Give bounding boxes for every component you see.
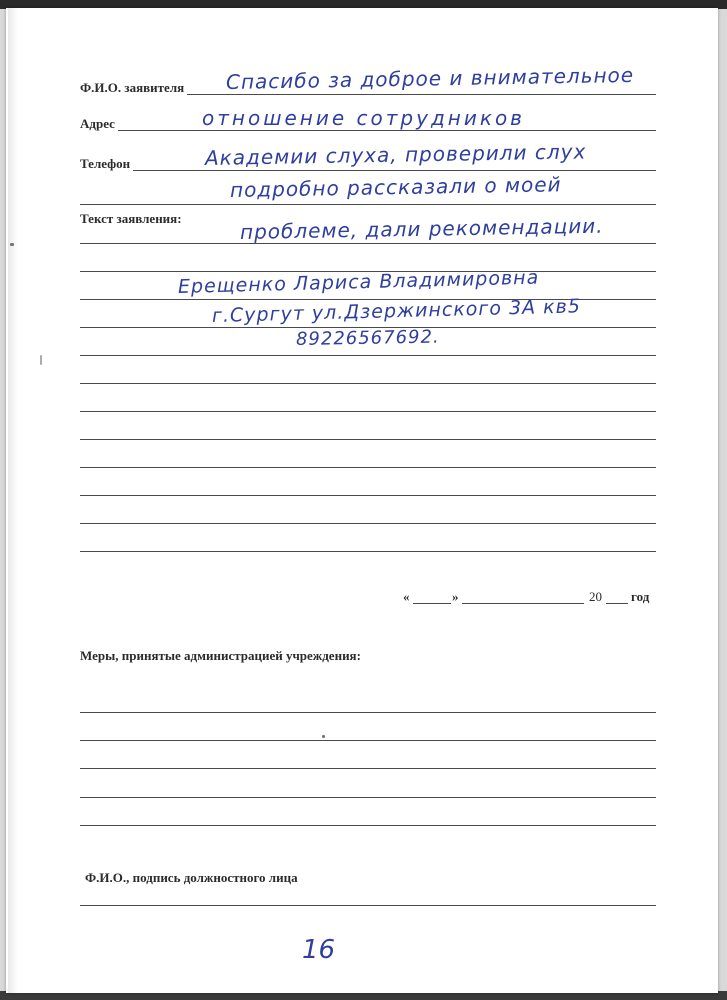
handwriting-line: подробно рассказали о моей: [229, 172, 562, 202]
handwriting-line: 89226567692.: [295, 326, 440, 350]
date-year-prefix: 20: [589, 589, 602, 604]
date-day-blank: [413, 603, 451, 604]
phone-underline: [80, 170, 656, 171]
phone-label: Телефон: [80, 156, 133, 172]
fio-label: Ф.И.О. заявителя: [80, 80, 187, 96]
phone-underline-2: [80, 204, 656, 205]
scan-speck: [40, 355, 42, 365]
date-year-blank: [606, 603, 628, 604]
measures-label: Меры, принятые администрацией учреждения:: [80, 648, 361, 663]
statement-line: [80, 355, 656, 356]
measures-line: [80, 712, 656, 713]
scan-speck: [10, 243, 14, 246]
handwriting-line: г.Сургут ул.Дзержинского 3А кв5: [211, 295, 582, 327]
date-close-quote: »: [452, 589, 459, 604]
binding-edge: [8, 8, 18, 993]
text-label: Текст заявления:: [80, 211, 182, 226]
date-year-suffix: год: [631, 589, 650, 604]
measures-line: [80, 740, 656, 741]
measures-line: [80, 825, 656, 826]
measures-line: [80, 797, 656, 798]
statement-line: [80, 243, 656, 244]
date-open-quote: «: [403, 589, 410, 604]
address-underline: [80, 130, 656, 131]
official-signature-line: [80, 905, 656, 906]
statement-line: [80, 383, 656, 384]
address-label: Адрес: [80, 116, 118, 132]
statement-line: [80, 411, 656, 412]
statement-line: [80, 439, 656, 440]
handwriting-line: Академии слуха, проверили слух: [204, 139, 587, 170]
handwriting-line: проблеме, дали рекомендации.: [239, 213, 604, 244]
official-label: Ф.И.О., подпись должностного лица: [85, 870, 298, 885]
date-month-blank: [462, 603, 584, 604]
statement-line: [80, 551, 656, 552]
page-number: 16: [302, 935, 336, 965]
handwriting-line: Ерещенко Лариса Владимировна: [177, 266, 540, 298]
measures-line: [80, 768, 656, 769]
statement-line: [80, 467, 656, 468]
handwriting-line: Спасибо за доброе и внимательное: [225, 62, 635, 94]
statement-line: [80, 495, 656, 496]
handwriting-line: отношение сотрудников: [202, 106, 525, 130]
statement-line: [80, 523, 656, 524]
scan-speck: [322, 735, 325, 738]
